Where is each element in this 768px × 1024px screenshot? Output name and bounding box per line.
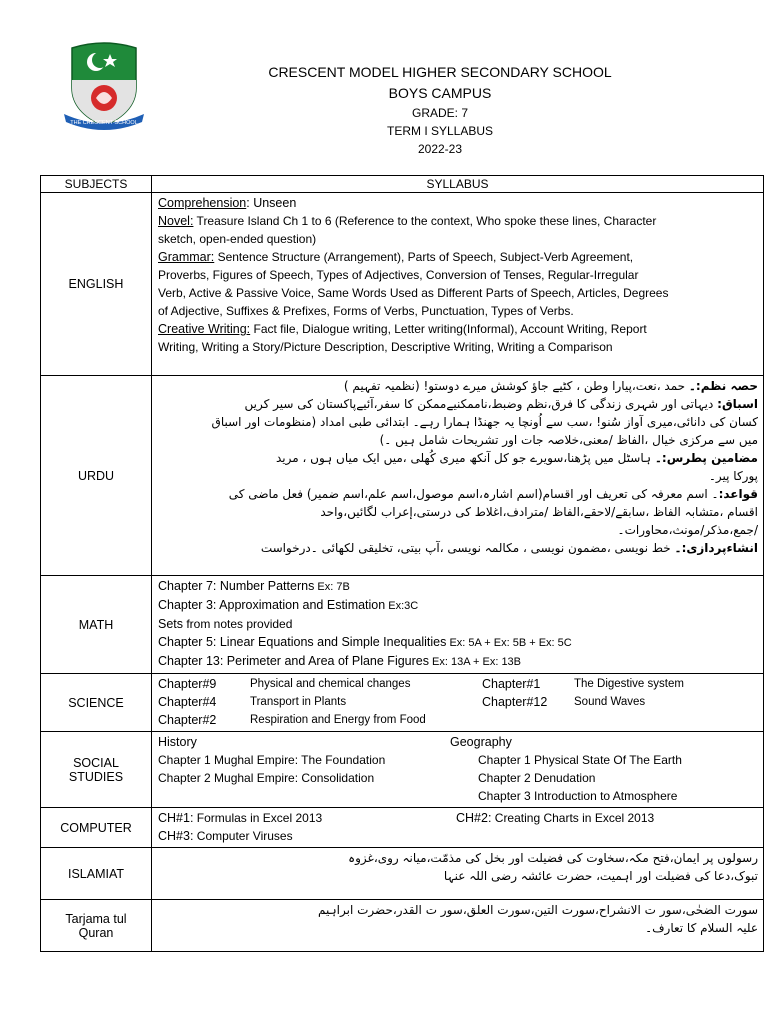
science-row	[158, 711, 758, 729]
table-row-social-studies	[41, 732, 764, 808]
urdu-nazm-text: حمد ،نعت،پیارا وطن ، کٹیے جاؤ کوشش میرے دوستو! (نظمیہ تفہیم )	[343, 379, 689, 393]
subject-math: MATH	[41, 576, 152, 674]
science-topic: The Digestive system	[574, 678, 684, 690]
science-chapter: Chapter#1	[482, 677, 541, 691]
comprehension-text: : Unseen	[246, 196, 297, 210]
science-topic: Transport in Plants	[250, 696, 347, 708]
math-exercise: Ex: 7B	[314, 581, 350, 593]
grammar-label: Grammar:	[158, 250, 215, 264]
creative-writing-text-2: Writing, Writing a Story/Picture Description, Descriptive Writing, Writing a Comparison	[158, 340, 613, 354]
novel-label: Novel:	[158, 214, 194, 228]
urdu-mazameen-2: پورکا پیر۔	[708, 469, 758, 483]
islamiat-line-1: رسولوں پر ایمان،فتح مکہ،سخاوت کی فضیلت اور بخل کی مذمّت،میانہ روی،غزوہ	[348, 851, 758, 865]
history-chapter: Chapter 2 Mughal Empire: Consolidation	[158, 771, 375, 785]
science-syllabus	[152, 674, 764, 732]
school-logo	[62, 40, 146, 132]
grammar-text-2: Proverbs, Figures of Speech, Types of Adjectives, Conversion of Tenses, Regular-Irregular	[158, 268, 639, 282]
subject-tarjama-line-1: Tarjama tul	[65, 911, 127, 926]
math-chapter-title: Sets	[158, 617, 184, 631]
computer-ch3-text: Computer Viruses	[193, 829, 293, 843]
geography-chapter: Chapter 1 Physical State Of The Earth	[478, 753, 682, 767]
creative-writing-label: Creative Writing:	[158, 322, 251, 336]
subject-social-line-2: STUDIES	[68, 769, 124, 784]
computer-ch1-text: Formulas in Excel 2013	[193, 811, 323, 825]
math-chapter-title: Chapter 3: Approximation and Estimation	[158, 598, 386, 612]
science-topic: Sound Waves	[574, 696, 646, 708]
table-row-computer	[41, 808, 764, 848]
science-row	[158, 675, 758, 693]
math-chapter-title: Chapter 5: Linear Equations and Simple Inequalities	[158, 635, 447, 649]
math-exercise: Ex: 5A + Ex: 5B + Ex: 5C	[446, 637, 572, 649]
urdu-asbaq-1: دیہاتی اور شہری زندگی کا فرق،نظم وضبط،ناممکنیےممکن کا سفر،آئیےپاکستان کی سیر کریں	[244, 397, 718, 411]
islamiat-syllabus	[152, 848, 764, 900]
year-label: 2022-23	[417, 142, 463, 156]
math-chapter-title: Chapter 13: Perimeter and Area of Plane Figures	[158, 654, 429, 668]
grammar-text-1: Sentence Structure (Arrangement), Parts of Speech, Subject-Verb Agreement,	[214, 250, 634, 264]
urdu-asbaq-3: میں سے مرکزی خیال ،الفاظ /معنی،خلاصہ جات اور تشریحات شامل ہیں ۔)	[379, 433, 758, 447]
math-chapter-title: Chapter 7: Number Patterns	[158, 579, 315, 593]
math-exercise: Ex:3C	[385, 600, 419, 612]
subject-computer: COMPUTER	[41, 808, 152, 848]
geography-title: Geography	[450, 735, 512, 749]
math-exercise: Ex: 13A + Ex: 13B	[428, 656, 522, 668]
science-chapter: Chapter#12	[482, 695, 548, 709]
computer-ch2-label: CH#2:	[456, 811, 492, 825]
subject-tarjama-line-2: Quran	[78, 925, 114, 940]
grammar-text-4: of Adjective, Suffixes & Prefixes, Forms of Verbs, Punctuation, Types of Verbs.	[158, 304, 574, 318]
science-chapter: Chapter#2	[158, 713, 217, 727]
subject-social-studies	[41, 732, 152, 808]
urdu-mazameen-1: ہاسٹل میں پڑھنا،سویرے جو کل آنکھ میری کُھلی ،میں ایک میاں ہوں ، مرید	[275, 451, 655, 465]
subject-science: SCIENCE	[41, 674, 152, 732]
science-topic: Respiration and Energy from Food	[250, 714, 426, 726]
table-row-science	[41, 674, 764, 732]
grade-label: GRADE: 7	[411, 106, 468, 120]
table-row-urdu	[41, 376, 764, 576]
subject-social-line-1: SOCIAL	[73, 755, 119, 770]
urdu-mazameen-label: مضامین پطرس:۔	[654, 451, 758, 465]
geography-chapter: Chapter 2 Denudation	[478, 771, 596, 785]
computer-syllabus	[152, 808, 764, 848]
subject-english: ENGLISH	[41, 193, 152, 376]
science-chapter: Chapter#4	[158, 695, 217, 709]
syllabus-table	[40, 175, 764, 952]
novel-text-1: Treasure Island Ch 1 to 6 (Reference to the context, Who spoke these lines, Character	[193, 214, 657, 228]
urdu-nazm-label: حصہ نظم:۔	[688, 379, 758, 393]
computer-ch3-label: CH#3:	[158, 829, 194, 843]
computer-ch2-text: Creating Charts in Excel 2013	[491, 811, 655, 825]
history-title: History	[158, 735, 197, 749]
table-row-tarjama	[41, 900, 764, 952]
subject-tarjama	[41, 900, 152, 952]
tarjama-syllabus	[152, 900, 764, 952]
term-label: TERM I SYLLABUS	[386, 124, 494, 138]
school-name: CRESCENT MODEL HIGHER SECONDARY SCHOOL	[268, 64, 612, 80]
science-row	[158, 693, 758, 711]
science-chapter: Chapter#9	[158, 677, 217, 691]
english-syllabus	[152, 193, 764, 376]
tarjama-line-2: علیہ السلام کا تعارف۔	[645, 921, 758, 935]
urdu-asbaq-label: اسباق:	[717, 397, 758, 411]
table-row-islamiat	[41, 848, 764, 900]
math-syllabus	[152, 576, 764, 674]
comprehension-label: Comprehension	[158, 196, 247, 210]
logo-banner-text: THE CRESCENT SCHOOL	[70, 120, 138, 126]
urdu-qawaid-1: ۔ اسم معرفہ کی تعریف اور اقسام(اسم اشارہ،اسم موصول،اسم علم،اسم ضمیر) فعل ماضی کی	[228, 487, 719, 501]
social-studies-syllabus	[152, 732, 764, 808]
table-row-english	[41, 193, 764, 376]
computer-ch1-label: CH#1:	[158, 811, 194, 825]
urdu-qawaid-2: اقسام ،متشابہ الفاظ ،سابقے/لاحقے،الفاظ /مترادف،اغلاط کی درستی،إعراب لگائیں،واحد	[320, 505, 758, 519]
table-header-row	[41, 176, 764, 193]
math-exercise: from notes provided	[183, 617, 293, 631]
campus-name: BOYS CAMPUS	[388, 85, 492, 101]
grammar-text-3: Verb, Active & Passive Voice, Same Words Used as Different Parts of Speech, Articles, Degrees	[158, 286, 669, 300]
islamiat-line-2: تبوک،دعا کی فضیلت اور اہمیت، حضرت عائشہ رضی اللہ عنہا	[443, 869, 758, 883]
history-chapter: Chapter 1 Mughal Empire: The Foundation	[158, 753, 386, 767]
subject-urdu: URDU	[41, 376, 152, 576]
urdu-insha-label: انشاءپردازی:۔	[674, 541, 758, 555]
column-header-subjects: SUBJECTS	[41, 176, 152, 193]
urdu-qawaid-label: قواعد:	[718, 487, 758, 501]
urdu-asbaq-2: کسان کی دانائی،میری آواز سُنو! ،سب سے اُونچا یہ جھنڈا ہمارا رہے۔ ابتدائی طبی امداد (منظومات اور اسباق	[211, 415, 758, 429]
science-topic: Physical and chemical changes	[250, 678, 411, 690]
subject-islamiat: ISLAMIAT	[41, 848, 152, 900]
urdu-qawaid-3: /جمع،مذکر/مونث،محاورات۔	[617, 523, 758, 537]
column-header-syllabus: SYLLABUS	[152, 176, 764, 193]
urdu-syllabus	[152, 376, 764, 576]
table-row-math	[41, 576, 764, 674]
geography-chapter: Chapter 3 Introduction to Atmosphere	[478, 789, 678, 803]
creative-writing-text-1: Fact file, Dialogue writing, Letter writing(Informal), Account Writing, Report	[250, 322, 647, 336]
novel-text-2: sketch, open-ended question)	[158, 232, 317, 246]
tarjama-line-1: سورت الضحٰی،سور ت الانشراح،سورت التین،سورت العلق،سور ت القدر،حضرت ابراہیم	[318, 903, 758, 917]
urdu-insha-text: خط نویسی ،مضمون نویسی ، مکالمہ نویسی ،آپ بیتی، تخلیقی لکھائی ۔درخواست	[260, 541, 675, 555]
